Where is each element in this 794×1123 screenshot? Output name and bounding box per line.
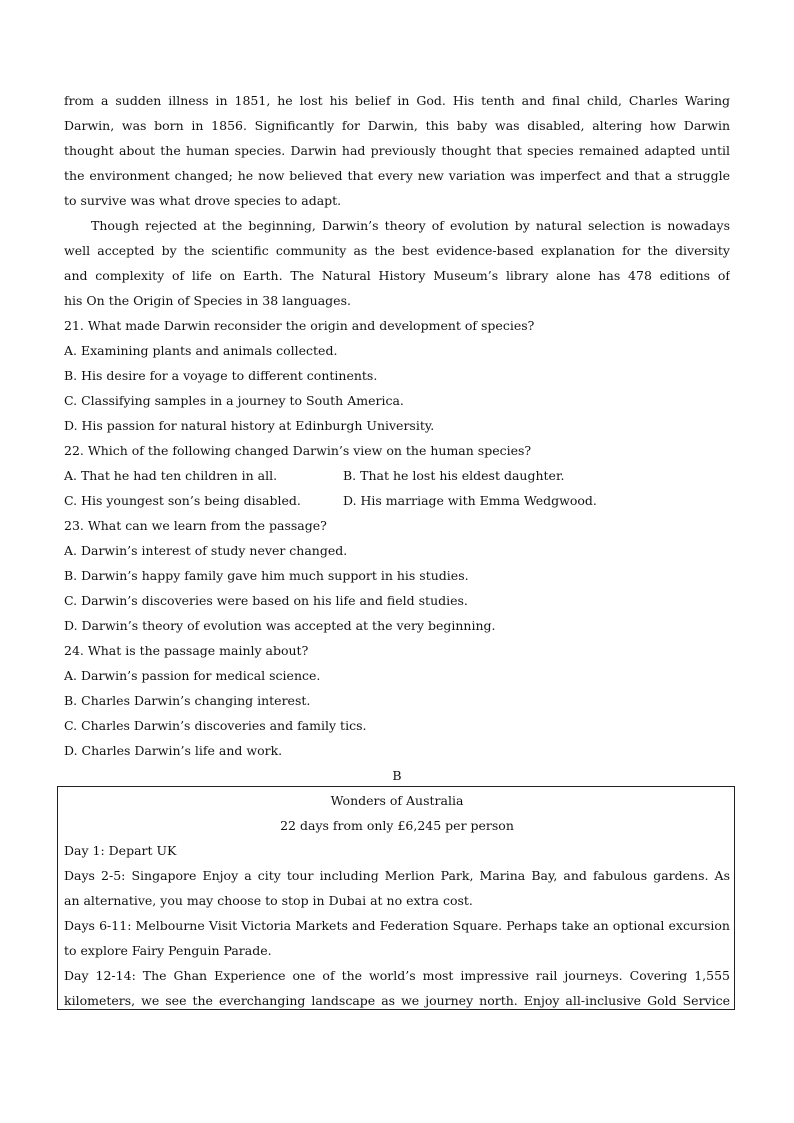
ad-subtitle: 22 days from only £6,245 per person <box>280 818 514 833</box>
question-24 <box>64 638 730 763</box>
itinerary-line: an alternative, you may choose to stop in Dubai at no extra cost. <box>64 893 473 908</box>
text-line: Though rejected at the beginning, Darwin’s theory of evolution by natural selection is nowadays <box>91 218 730 233</box>
passage-paragraph-1 <box>64 88 730 213</box>
text-line: and complexity of life on Earth. The Natural History Museum’s library alone has 478 editions of <box>64 268 730 283</box>
text-line: thought about the human species. Darwin had previously thought that species remained adapted until <box>64 143 730 158</box>
text-line: Darwin, was born in 1856. Significantly for Darwin, this baby was disabled, altering how Darwin <box>64 118 730 133</box>
option-b: B. Charles Darwin’s changing interest. <box>64 693 311 708</box>
passage-content <box>64 88 730 788</box>
section-label: B <box>392 768 402 783</box>
itinerary-line: Days 2-5: Singapore Enjoy a city tour including Merlion Park, Marina Bay, and fabulous gardens. As <box>64 868 730 883</box>
question-stem: 24. What is the passage mainly about? <box>64 643 309 658</box>
question-22 <box>64 438 730 513</box>
ad-title: Wonders of Australia <box>330 793 464 808</box>
option-a: A. Darwin’s interest of study never changed. <box>64 543 348 558</box>
option-d: D. His passion for natural history at Edinburgh University. <box>64 418 435 433</box>
itinerary-line: Day 12-14: The Ghan Experience one of the world’s most impressive rail journeys. Covering 1,555 <box>64 968 730 983</box>
option-d: D. Charles Darwin’s life and work. <box>64 743 283 758</box>
itinerary-line: to explore Fairy Penguin Parade. <box>64 943 272 958</box>
travel-ad-content <box>64 788 730 1010</box>
question-21 <box>64 313 730 438</box>
option-a: A. That he had ten children in all. <box>64 468 278 483</box>
option-b: B. Darwin’s happy family gave him much support in his studies. <box>64 568 469 583</box>
itinerary-line: Days 6-11: Melbourne Visit Victoria Markets and Federation Square. Perhaps take an optional excursion <box>64 918 730 933</box>
travel-ad-box <box>57 786 735 1010</box>
text-line: the environment changed; he now believed that every new variation was imperfect and that a struggle <box>64 168 730 183</box>
option-a: A. Examining plants and animals collected. <box>64 343 338 358</box>
option-row <box>64 488 730 513</box>
option-c: C. Classifying samples in a journey to South America. <box>64 393 404 408</box>
itinerary-line: kilometers, we see the everchanging landscape as we journey north. Enjoy all-inclusive Gold Service <box>64 993 730 1008</box>
option-row <box>64 463 730 488</box>
question-23 <box>64 513 730 638</box>
text-line: well accepted by the scientific community as the best evidence-based explanation for the diversity <box>64 243 730 258</box>
option-d: D. Darwin’s theory of evolution was accepted at the very beginning. <box>64 618 496 633</box>
text-line: from a sudden illness in 1851, he lost his belief in God. His tenth and final child, Charles Waring <box>64 93 730 108</box>
option-c: C. Darwin’s discoveries were based on his life and field studies. <box>64 593 468 608</box>
option-d: D. His marriage with Emma Wedgwood. <box>343 493 597 508</box>
option-b: B. That he lost his eldest daughter. <box>343 468 565 483</box>
option-c: C. Charles Darwin’s discoveries and family tics. <box>64 718 367 733</box>
option-b: B. His desire for a voyage to different continents. <box>64 368 378 383</box>
text-line: to survive was what drove species to adapt. <box>64 193 342 208</box>
question-stem: 21. What made Darwin reconsider the origin and development of species? <box>64 318 535 333</box>
option-a: A. Darwin’s passion for medical science. <box>64 668 321 683</box>
question-stem: 23. What can we learn from the passage? <box>64 518 327 533</box>
passage-paragraph-2 <box>64 213 730 313</box>
itinerary-line: Day 1: Depart UK <box>64 843 177 858</box>
question-stem: 22. Which of the following changed Darwin’s view on the human species? <box>64 443 532 458</box>
option-c: C. His youngest son’s being disabled. <box>64 493 301 508</box>
text-line: his On the Origin of Species in 38 languages. <box>64 293 351 308</box>
